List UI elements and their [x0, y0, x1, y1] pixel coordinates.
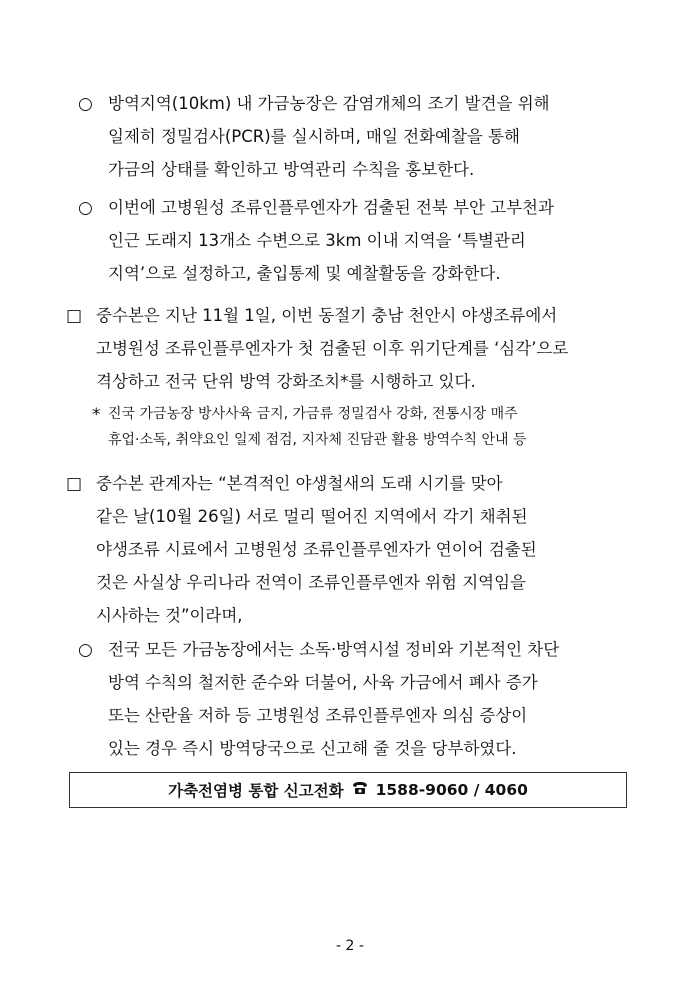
footnote-line: 진국 가금농장 방사사육 금지, 가금류 정밀검사 강화, 전통시장 매주 — [108, 406, 518, 422]
paragraph-line: 일제히 정밀검사(PCR)를 실시하며, 매일 전화예찰을 통해 — [108, 127, 520, 146]
hotline-numbers: 1588-9060 / 4060 — [375, 781, 528, 799]
paragraph-line: 방역 수칙의 철저한 준수와 더불어, 사육 가금에서 폐사 증가 — [108, 673, 538, 692]
square-bullet-marker: □ — [66, 306, 83, 326]
paragraph-line: 것은 사실상 우리나라 전역이 조류인플루엔자 위험 지역임을 — [96, 573, 526, 592]
circle-bullet-marker: ○ — [78, 198, 93, 218]
paragraph-line: 이번에 고병원성 조류인플루엔자가 검출된 전북 부안 고부천과 — [108, 198, 554, 217]
paragraph-line: 고병원성 조류인플루엔자가 첫 검출된 이후 위기단계를 ‘심각’으로 — [96, 339, 569, 358]
hotline-box — [69, 772, 627, 808]
paragraph-line: 지역’으로 설정하고, 출입통제 및 예찰활동을 강화한다. — [108, 264, 501, 283]
hotline-label: 가축전염병 통합 신고전화 — [168, 782, 344, 800]
footnote-marker: * — [92, 405, 101, 425]
footnote-line: 휴업·소독, 취약요인 일제 점검, 지자체 진담관 활용 방역수칙 안내 등 — [108, 432, 527, 448]
circle-bullet-marker: ○ — [78, 640, 93, 660]
square-bullet-marker: □ — [66, 474, 83, 494]
paragraph-line: 같은 날(10월 26일) 서로 멀리 떨어진 지역에서 각기 채취된 — [96, 507, 528, 526]
paragraph-line: 또는 산란율 저하 등 고병원성 조류인플루엔자 의심 증상이 — [108, 706, 528, 725]
paragraph-line: 인근 도래지 13개소 수변으로 3km 이내 지역을 ‘특별관리 — [108, 231, 526, 250]
paragraph-line: 전국 모든 가금농장에서는 소독·방역시설 정비와 기본적인 차단 — [108, 640, 560, 659]
circle-bullet-marker: ○ — [78, 94, 93, 114]
page-number: - 2 - — [336, 938, 364, 954]
paragraph-line: 가금의 상태를 확인하고 방역관리 수칙을 홍보한다. — [108, 160, 475, 179]
paragraph-line: 방역지역(10km) 내 가금농장은 감염개체의 조기 발견을 위해 — [108, 94, 550, 113]
phone-icon — [352, 781, 368, 799]
paragraph-line: 있는 경우 즉시 방역당국으로 신고해 줄 것을 당부하였다. — [108, 739, 517, 758]
paragraph-line: 시사하는 것”이라며, — [96, 606, 243, 625]
paragraph-line: 중수본 관계자는 “본격적인 야생철새의 도래 시기를 맞아 — [96, 474, 503, 493]
paragraph-line: 중수본은 지난 11월 1일, 이번 동절기 충남 천안시 야생조류에서 — [96, 306, 558, 325]
paragraph-line: 야생조류 시료에서 고병원성 조류인플루엔자가 연이어 검출된 — [96, 540, 537, 559]
paragraph-line: 격상하고 전국 단위 방역 강화조치*를 시행하고 있다. — [96, 372, 476, 391]
